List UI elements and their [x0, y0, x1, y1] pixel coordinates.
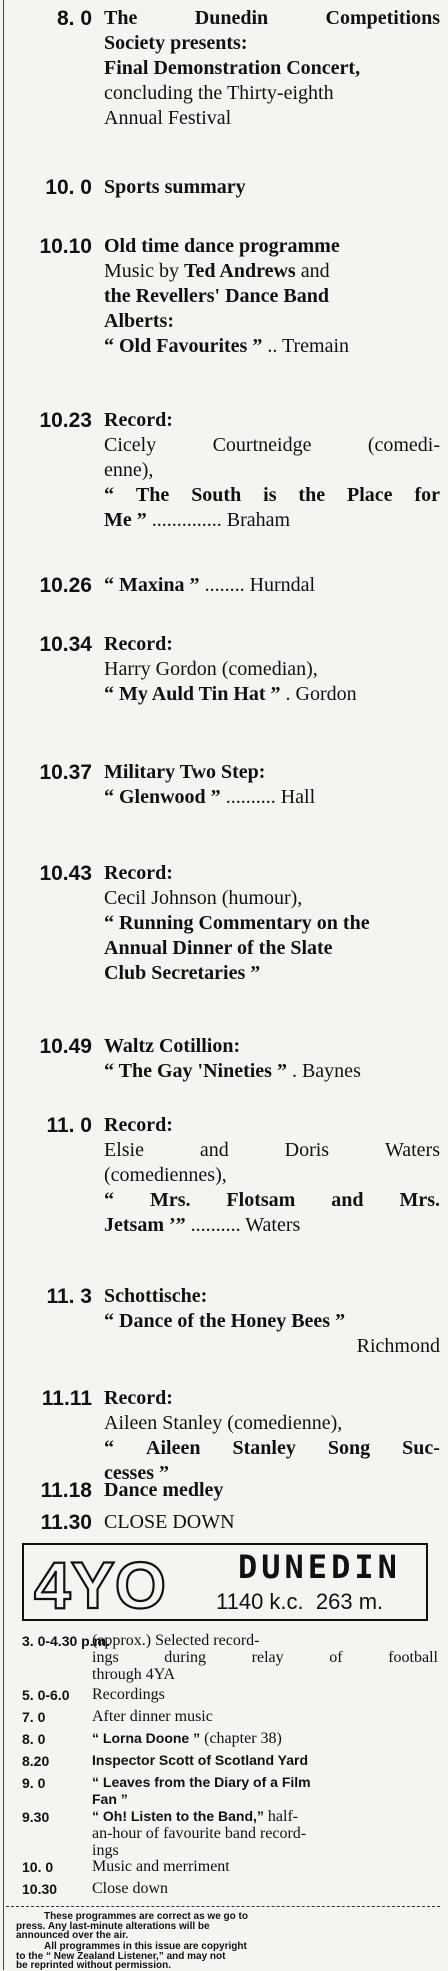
- entry-line: [104, 573, 440, 598]
- entry-word: Suc-: [402, 1437, 440, 1459]
- schedule-entry: [6, 1510, 440, 1535]
- call-sign-logo: [32, 1548, 182, 1616]
- entry-description: [104, 1113, 440, 1238]
- entry-word: Elsie: [104, 1139, 144, 1161]
- entry-time: 11. 3: [46, 1285, 92, 1308]
- entry-line: [92, 1752, 438, 1769]
- entry-text: . Baynes: [286, 1060, 361, 1082]
- entry-text: Schottische:: [104, 1285, 208, 1307]
- entry-word: relay: [251, 1649, 284, 1666]
- entry-line: [92, 1774, 438, 1791]
- entry-line: [92, 1842, 438, 1859]
- station-city: DUNEDIN: [238, 1548, 401, 1586]
- entry-line: [104, 1478, 440, 1503]
- entry-text: Annual Festival: [104, 107, 232, 129]
- entry-time: 8. 0: [56, 7, 92, 30]
- entry-time: 10.23: [39, 409, 92, 432]
- entry-text: Record:: [104, 409, 173, 431]
- entry-line: [92, 1730, 438, 1747]
- schedule-entry: [6, 6, 440, 131]
- entry-time: 10. 0: [45, 176, 92, 199]
- entry-line: [92, 1666, 438, 1683]
- schedule-entry: [22, 1752, 438, 1769]
- entry-word: Doris: [284, 1139, 330, 1161]
- entry-line: [104, 1034, 440, 1059]
- entry-line: [104, 175, 440, 200]
- entry-text: Me ”: [104, 509, 147, 531]
- wavelength-value: 263 m.: [315, 1589, 384, 1614]
- entry-time: 10.37: [39, 761, 92, 784]
- entry-time: 10.49: [39, 1035, 92, 1058]
- entry-time: 11.18: [40, 1479, 92, 1502]
- entry-line: [104, 936, 440, 961]
- entry-line: [104, 760, 440, 785]
- entry-word: Flotsam: [226, 1189, 296, 1211]
- entry-word: Song: [327, 1437, 371, 1459]
- entry-text: .......... Hall: [220, 786, 316, 808]
- entry-text: “ Leaves from the Diary of a Film: [92, 1774, 311, 1790]
- entry-time: 10.34: [39, 633, 92, 656]
- notice-line: press. Any last-minute alterations will be: [16, 1920, 210, 1932]
- entry-description: [104, 408, 440, 533]
- entry-description: [104, 1284, 440, 1359]
- entry-text: Ted Andrews: [184, 260, 296, 282]
- entry-line: [104, 961, 440, 986]
- schedule-entry: [6, 1478, 440, 1503]
- entry-text: “ Glenwood ”: [104, 786, 221, 808]
- entry-word: of: [329, 1649, 343, 1666]
- entry-line: [92, 1791, 438, 1808]
- entry-word: Aileen: [146, 1437, 201, 1459]
- entry-text: Aileen Stanley (comedienne),: [104, 1412, 343, 1434]
- entry-text: the Revellers' Dance Band: [104, 285, 329, 307]
- entry-description: [104, 1510, 440, 1535]
- schedule-entry: [22, 1880, 438, 1897]
- schedule-entry: [22, 1774, 438, 1808]
- entry-line: [104, 1436, 440, 1461]
- entry-word: Competitions: [325, 7, 440, 29]
- entry-line: [104, 1284, 440, 1309]
- frequency-value: 1140 k.c.: [216, 1589, 304, 1614]
- entry-line: [104, 31, 440, 56]
- entry-word: “: [104, 1189, 114, 1211]
- entry-description: [92, 1686, 438, 1703]
- schedule-entry: [6, 760, 440, 810]
- entry-text: Annual Dinner of the Slate: [104, 937, 333, 959]
- entry-text: Record:: [104, 1114, 173, 1136]
- schedule-entry: [6, 573, 440, 598]
- entry-text: Record:: [104, 1387, 173, 1409]
- entry-text: half-: [263, 1808, 299, 1825]
- entry-time: 11.11: [41, 1387, 92, 1410]
- entry-description: [92, 1858, 438, 1875]
- entry-text: Fan ”: [92, 1791, 128, 1807]
- entry-word: Waters: [384, 1139, 440, 1161]
- entry-word: Courtneidge: [212, 434, 312, 456]
- entry-text: “ Maxina ”: [104, 574, 200, 596]
- station-frequency: [216, 1589, 383, 1615]
- entry-line: [104, 1138, 440, 1163]
- entry-word: is: [263, 484, 277, 506]
- entry-time: 9.30: [22, 1809, 50, 1825]
- entry-time: 3. 0-4.30 p.m.: [22, 1633, 110, 1649]
- entry-word: Stanley: [232, 1437, 296, 1459]
- entry-line: [104, 1213, 440, 1238]
- entry-line: [92, 1808, 438, 1825]
- entry-time: 8.20: [22, 1753, 50, 1769]
- entry-line: [104, 81, 440, 106]
- entry-line: [104, 886, 440, 911]
- entry-word: football: [388, 1649, 438, 1666]
- entry-description: [92, 1808, 438, 1859]
- entry-word: ings: [92, 1649, 119, 1666]
- entry-line: [104, 284, 440, 309]
- entry-line: [104, 106, 440, 131]
- entry-text: through 4YA: [92, 1666, 176, 1683]
- schedule-entry: [6, 1284, 440, 1359]
- entry-description: [104, 1386, 440, 1486]
- entry-text: Record:: [104, 862, 173, 884]
- entry-text: . Gordon: [280, 683, 357, 705]
- entry-line: [104, 911, 440, 936]
- entry-text: Close down: [92, 1880, 168, 1897]
- call-sign-text: 4YO: [34, 1548, 167, 1616]
- entry-text: Final Demonstration Concert,: [104, 57, 361, 79]
- entry-word: Place: [347, 484, 393, 506]
- entry-text: (comediennes),: [104, 1164, 227, 1186]
- entry-word: Mrs.: [399, 1189, 440, 1211]
- entry-description: [92, 1730, 438, 1747]
- entry-time: 11. 0: [46, 1114, 92, 1137]
- entry-word: Mrs.: [149, 1189, 191, 1211]
- entry-line: [104, 458, 440, 483]
- entry-text: (approx.) Selected record-: [92, 1632, 260, 1649]
- entry-text: Waltz Cotillion:: [104, 1035, 241, 1057]
- entry-text: Jetsam ’”: [104, 1214, 186, 1236]
- entry-description: [104, 573, 440, 598]
- entry-word: for: [414, 484, 440, 506]
- entry-text: Sports summary: [104, 176, 246, 198]
- entry-text: “ The Gay 'Nineties ”: [104, 1060, 287, 1082]
- entry-time: 10.30: [22, 1881, 58, 1897]
- entry-text: ........ Hurndal: [199, 574, 316, 596]
- entry-text: an-hour of favourite band record-: [92, 1825, 307, 1842]
- entry-line: [104, 632, 440, 657]
- entry-text: Music by: [104, 260, 184, 282]
- notice-paragraph: [16, 1942, 436, 1971]
- entry-line: [104, 1163, 440, 1188]
- entry-time: 10.43: [39, 862, 92, 885]
- entry-word: Dunedin: [194, 7, 269, 29]
- divider-dashed: [6, 1906, 440, 1907]
- entry-time: 9. 0: [22, 1775, 46, 1791]
- entry-text: .......... Waters: [185, 1214, 301, 1236]
- notice-line: be reprinted without permission.: [16, 1960, 172, 1971]
- schedule-entry: [22, 1686, 438, 1703]
- entry-text: enne),: [104, 459, 154, 481]
- entry-text: cesses ”: [104, 1462, 169, 1484]
- entry-text: ings: [92, 1842, 119, 1859]
- schedule-entry: [6, 408, 440, 533]
- entry-line: [104, 1309, 440, 1334]
- schedule-entry: [22, 1708, 438, 1725]
- entry-line: [104, 234, 440, 259]
- entry-description: [92, 1774, 438, 1808]
- entry-text: Alberts:: [104, 310, 174, 332]
- notice-line: These programmes are correct as we go to: [44, 1911, 248, 1922]
- entry-word: Cicely: [104, 434, 157, 456]
- entry-text: .............. Braham: [146, 509, 291, 531]
- entry-text: Richmond: [356, 1335, 440, 1357]
- notice-line: to the “ New Zealand Listener,” and may not: [16, 1950, 226, 1962]
- schedule-entry: [6, 632, 440, 707]
- entry-text: Harry Gordon (comedian),: [104, 658, 318, 680]
- entry-text: Dance medley: [104, 1479, 224, 1501]
- entry-text: Club Secretaries ”: [104, 962, 261, 984]
- entry-word: and: [199, 1139, 229, 1161]
- entry-text: “ Oh! Listen to the Band,”: [92, 1808, 264, 1824]
- entry-line: [92, 1632, 438, 1649]
- entry-word: “: [104, 1437, 114, 1459]
- entry-text: Old time dance programme: [104, 235, 340, 257]
- entry-time: 7. 0: [22, 1709, 46, 1725]
- schedule-entry: [22, 1808, 438, 1859]
- entry-word: The: [104, 7, 138, 29]
- entry-line: [104, 1113, 440, 1138]
- entry-description: [92, 1708, 438, 1725]
- entry-line: [104, 682, 440, 707]
- entry-line: [92, 1858, 438, 1875]
- entry-time: 10.10: [39, 235, 92, 258]
- entry-word: during: [164, 1649, 207, 1666]
- schedule-entry: [6, 175, 440, 200]
- entry-time: 10.26: [39, 574, 92, 597]
- notice-line: announced over the air.: [16, 1930, 129, 1941]
- schedule-entry: [22, 1858, 438, 1875]
- entry-line: [104, 6, 440, 31]
- entry-word: South: [191, 484, 242, 506]
- entry-word: (comedi-: [367, 434, 440, 456]
- entry-word: “: [104, 484, 114, 506]
- entry-line: [104, 1188, 440, 1213]
- entry-description: [92, 1880, 438, 1897]
- entry-line: [92, 1686, 438, 1703]
- entry-line: [104, 433, 440, 458]
- entry-word: The: [135, 484, 170, 506]
- entry-text: Recordings: [92, 1686, 165, 1703]
- entry-text: CLOSE DOWN: [104, 1511, 235, 1533]
- entry-line: [104, 334, 440, 359]
- entry-description: [104, 234, 440, 359]
- entry-line: [104, 1334, 440, 1359]
- schedule-entry: [6, 1386, 440, 1486]
- entry-line: [92, 1708, 438, 1725]
- entry-line: [104, 861, 440, 886]
- entry-text: “ My Auld Tin Hat ”: [104, 683, 281, 705]
- entry-text: Music and merriment: [92, 1858, 230, 1875]
- schedule-entry: [6, 1034, 440, 1084]
- entry-text: “ Dance of the Honey Bees ”: [104, 1310, 346, 1332]
- entry-text: and: [295, 260, 330, 282]
- entry-line: [104, 408, 440, 433]
- entry-line: [92, 1880, 438, 1897]
- entry-line: [104, 56, 440, 81]
- entry-word: the: [298, 484, 326, 506]
- entry-line: [104, 483, 440, 508]
- schedule-entry: [6, 1113, 440, 1238]
- entry-text: After dinner music: [92, 1708, 213, 1725]
- entry-description: [92, 1752, 438, 1769]
- entry-text: “ Lorna Doone ”: [92, 1730, 201, 1746]
- entry-line: [92, 1649, 438, 1666]
- entry-time: 8. 0: [22, 1731, 46, 1747]
- schedule-entry: [6, 234, 440, 359]
- schedule-entry: [22, 1730, 438, 1747]
- entry-description: [104, 175, 440, 200]
- entry-text: concluding the Thirty-eighth: [104, 82, 334, 104]
- entry-line: [104, 1386, 440, 1411]
- entry-text: .. Tremain: [262, 335, 350, 357]
- entry-description: [104, 861, 440, 986]
- entry-time: 11.30: [40, 1511, 92, 1534]
- entry-text: (chapter 38): [200, 1730, 282, 1747]
- station-logo-box: [22, 1543, 428, 1621]
- entry-description: [104, 1034, 440, 1084]
- entry-text: Society presents:: [104, 32, 248, 54]
- entry-description: [104, 632, 440, 707]
- entry-description: [104, 6, 440, 131]
- entry-line: [104, 657, 440, 682]
- entry-text: “ Old Favourites ”: [104, 335, 263, 357]
- entry-line: [104, 309, 440, 334]
- entry-line: [104, 1411, 440, 1436]
- entry-line: [104, 1510, 440, 1535]
- entry-text: Cecil Johnson (humour),: [104, 887, 303, 909]
- column-rule: [3, 0, 4, 1970]
- schedule-entry: [6, 861, 440, 986]
- entry-word: and: [331, 1189, 364, 1211]
- entry-time: 5. 0-6.0: [22, 1687, 70, 1703]
- entry-description: [104, 760, 440, 810]
- entry-text: Record:: [104, 633, 173, 655]
- notice-paragraph: [16, 1912, 436, 1941]
- entry-description: [92, 1632, 438, 1683]
- entry-line: [104, 785, 440, 810]
- entry-text: Inspector Scott of Scotland Yard: [92, 1752, 309, 1768]
- notice-line: All programmes in this issue are copyright: [44, 1941, 247, 1952]
- entry-line: [104, 1059, 440, 1084]
- entry-description: [104, 1478, 440, 1503]
- entry-line: [92, 1825, 438, 1842]
- entry-line: [104, 508, 440, 533]
- entry-line: [104, 259, 440, 284]
- schedule-entry: [22, 1632, 438, 1683]
- entry-time: 10. 0: [22, 1859, 54, 1875]
- entry-text: Military Two Step:: [104, 761, 266, 783]
- entry-text: “ Running Commentary on the: [104, 912, 370, 934]
